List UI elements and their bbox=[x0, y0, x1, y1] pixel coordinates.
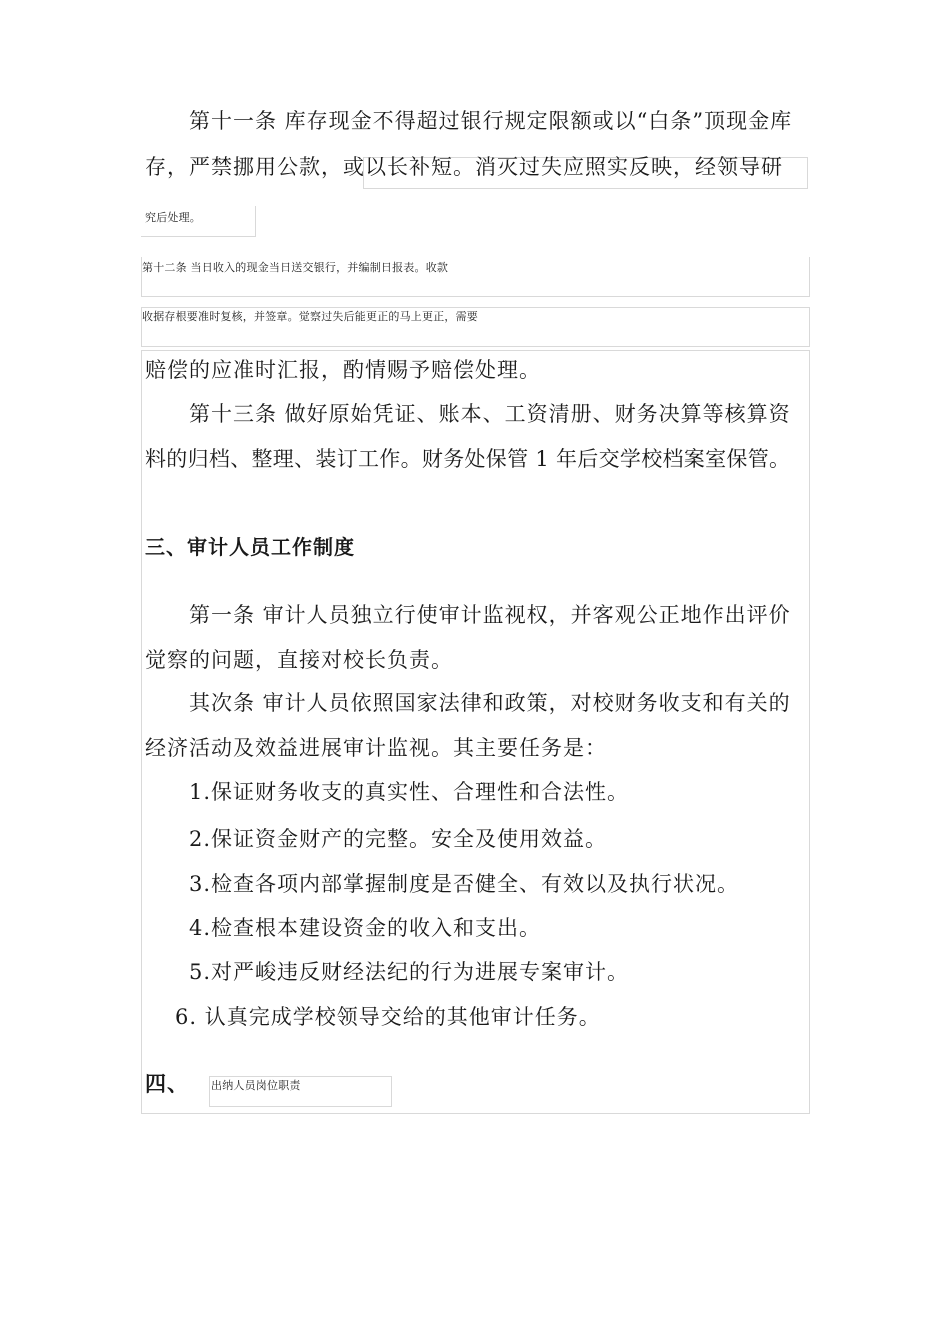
article-11-line-2: 存，严禁挪用公款，或以长补短。消灭过失应照实反映，经领导研 bbox=[145, 155, 783, 179]
article-12-line-1: 第十二条 当日收入的现金当日送交银行，并编制日报表。收款 bbox=[142, 261, 449, 274]
section-3-title: 三、审计人员工作制度 bbox=[145, 535, 355, 559]
article-12-line-2: 收据存根要准时复核，并签章。觉察过失后能更正的马上更正，需要 bbox=[142, 310, 478, 323]
task-item: 2.保证资金财产的完整。安全及使用效益。 bbox=[189, 827, 608, 851]
section-4-title: 出纳人员岗位职责 bbox=[211, 1079, 301, 1092]
section-3-article-1-line-2: 觉察的问题，直接对校长负责。 bbox=[145, 648, 453, 672]
article-13-line-2: 料的归档、整理、装订工作。财务处保管 1 年后交学校档案室保管。 bbox=[145, 447, 791, 471]
article-12-line-3: 赔偿的应准时汇报，酌情赐予赔偿处理。 bbox=[145, 358, 541, 382]
task-item: 6. 认真完成学校领导交给的其他审计任务。 bbox=[175, 1005, 601, 1029]
article-11-line-1: 第十一条 库存现金不得超过银行规定限额或以“白条”顶现金库 bbox=[189, 109, 793, 133]
section-3-article-2-line-1: 其次条 审计人员依照国家法律和政策，对校财务收支和有关的 bbox=[189, 691, 791, 715]
section-4-number: 四、 bbox=[145, 1072, 189, 1096]
task-item: 5.对严峻违反财经法纪的行为进展专案审计。 bbox=[189, 960, 630, 984]
section-3-article-1-line-1: 第一条 审计人员独立行使审计监视权，并客观公正地作出评价 bbox=[189, 603, 791, 627]
article-13-line-1: 第十三条 做好原始凭证、账本、工资清册、财务决算等核算资 bbox=[189, 402, 791, 426]
article-11-line-3: 究后处理。 bbox=[145, 211, 201, 224]
task-item: 3.检查各项内部掌握制度是否健全、有效以及执行状况。 bbox=[189, 872, 740, 896]
section-3-article-2-line-2: 经济活动及效益进展审计监视。其主要任务是： bbox=[145, 736, 607, 760]
task-item: 1.保证财务收支的真实性、合理性和合法性。 bbox=[189, 780, 630, 804]
task-item: 4.检查根本建设资金的收入和支出。 bbox=[189, 916, 542, 940]
